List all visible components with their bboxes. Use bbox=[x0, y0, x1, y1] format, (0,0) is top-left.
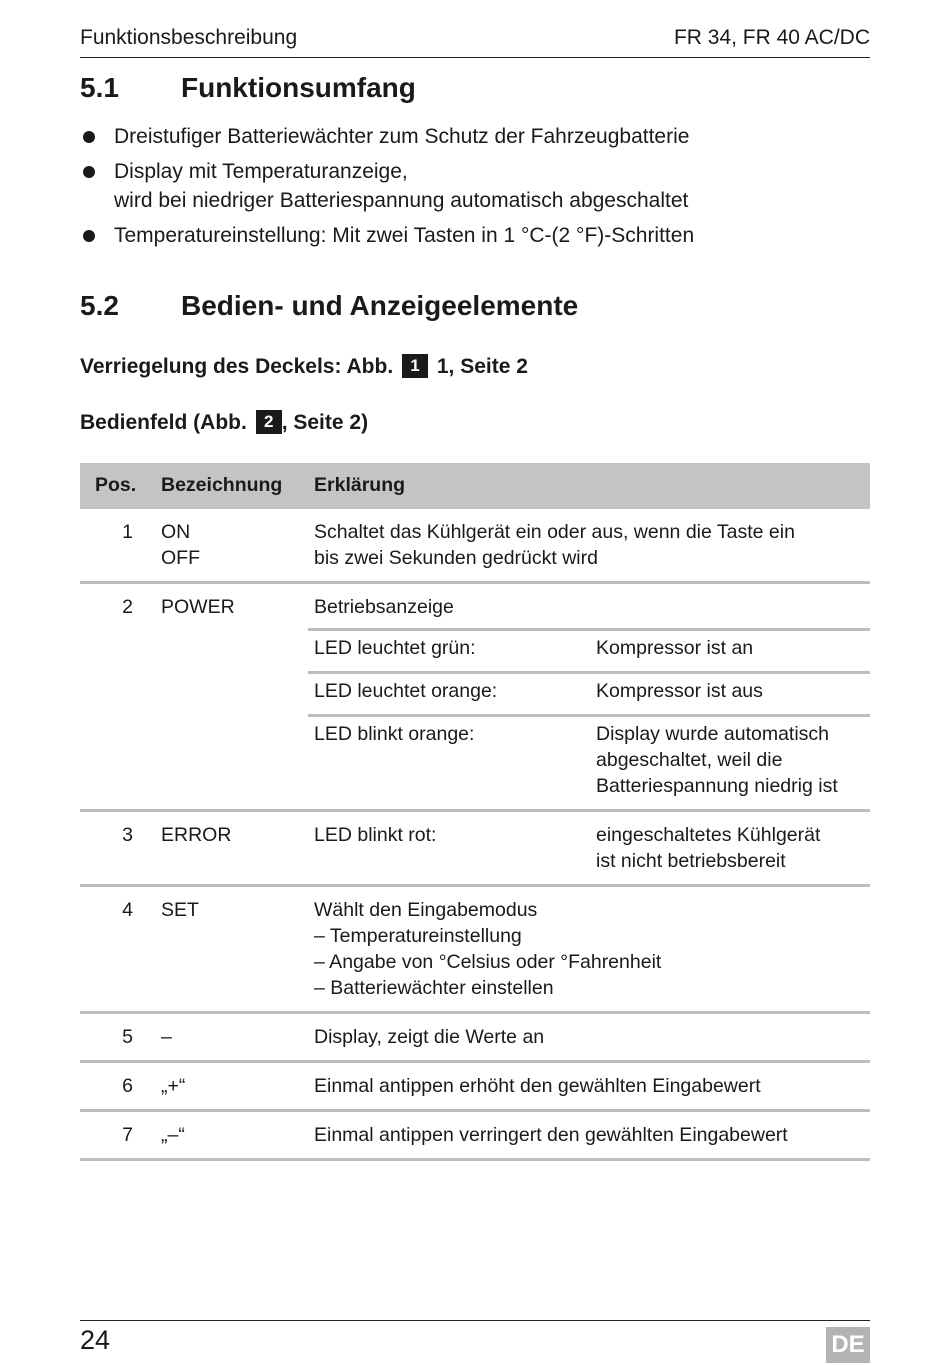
bullet-icon bbox=[83, 166, 95, 178]
section-number: 5.2 bbox=[80, 290, 119, 321]
panel-reference: Bedienfeld (Abb. 2 , Seite 2) bbox=[80, 411, 369, 434]
table-header bbox=[80, 463, 870, 509]
controls-table bbox=[80, 463, 870, 1161]
list-item: Display mit Temperaturanzeige, wird bei niedriger Batteriespannung automatisch abgeschaltet bbox=[80, 157, 870, 215]
figure-number-badge: 2 bbox=[256, 410, 282, 434]
header-model: FR 34, FR 40 AC/DC bbox=[673, 26, 870, 49]
feature-list bbox=[80, 122, 870, 256]
section-heading-5-1 bbox=[80, 72, 416, 104]
header-pos: Pos. bbox=[95, 474, 137, 496]
section-title: Funktionsumfang bbox=[181, 72, 416, 103]
table-subrow: LED blinkt orange: Display wurde automatisch abgeschaltet, weil die Batteriespannung niedrig ist bbox=[308, 714, 870, 809]
table-subrow: LED leuchtet orange: Kompressor ist aus bbox=[308, 671, 870, 714]
language-badge: DE bbox=[826, 1327, 870, 1363]
table-row: 6 „+“ Einmal antippen erhöht den gewählten Eingabewert bbox=[80, 1063, 870, 1112]
list-item: Dreistufiger Batteriewächter zum Schutz der Fahrzeugbatterie bbox=[80, 122, 870, 151]
table-row: 2 POWER Betriebsanzeige LED leuchtet grün: Kompressor ist an LED leuchtet orange: Kompressor ist aus LED blinkt orange: Display wurde automatisch abgeschaltet, weil die Batteriespannung niedrig ist bbox=[80, 584, 870, 812]
header-erklaerung: Erklärung bbox=[314, 474, 406, 496]
table-row: 7 „–“ Einmal antippen verringert den gewählten Eingabewert bbox=[80, 1112, 870, 1161]
page-footer bbox=[80, 1320, 870, 1358]
table-subrow: LED leuchtet grün: Kompressor ist an bbox=[308, 628, 870, 671]
lid-lock-reference: Verriegelung des Deckels: Abb. 1 1, Seite 2 bbox=[80, 355, 528, 378]
table-row: 4 SET Wählt den Eingabemodus – Temperatureinstellung – Angabe von °Celsius oder °Fahrenheit – Batteriewächter einstellen bbox=[80, 887, 870, 1014]
table-row: 5 – Display, zeigt die Werte an bbox=[80, 1014, 870, 1063]
bullet-icon bbox=[83, 131, 95, 143]
header-chapter: Funktionsbeschreibung bbox=[80, 26, 298, 49]
figure-number-badge: 1 bbox=[402, 354, 428, 378]
page-number: 24 bbox=[80, 1325, 111, 1355]
list-item: Temperatureinstellung: Mit zwei Tasten in 1 °C-(2 °F)-Schritten bbox=[80, 221, 870, 250]
header-bezeichnung: Bezeichnung bbox=[161, 474, 283, 496]
table-row: 3 ERROR LED blinkt rot: eingeschaltetes Kühlgerät ist nicht betriebsbereit bbox=[80, 812, 870, 887]
table-row: 1 ON OFF Schaltet das Kühlgerät ein oder aus, wenn die Taste ein bis zwei Sekunden gedrückt wird bbox=[80, 509, 870, 584]
section-heading-5-2 bbox=[80, 290, 578, 322]
section-number: 5.1 bbox=[80, 72, 119, 103]
bullet-icon bbox=[83, 230, 95, 242]
section-title: Bedien- und Anzeigeelemente bbox=[181, 290, 579, 321]
page-header bbox=[80, 26, 870, 58]
